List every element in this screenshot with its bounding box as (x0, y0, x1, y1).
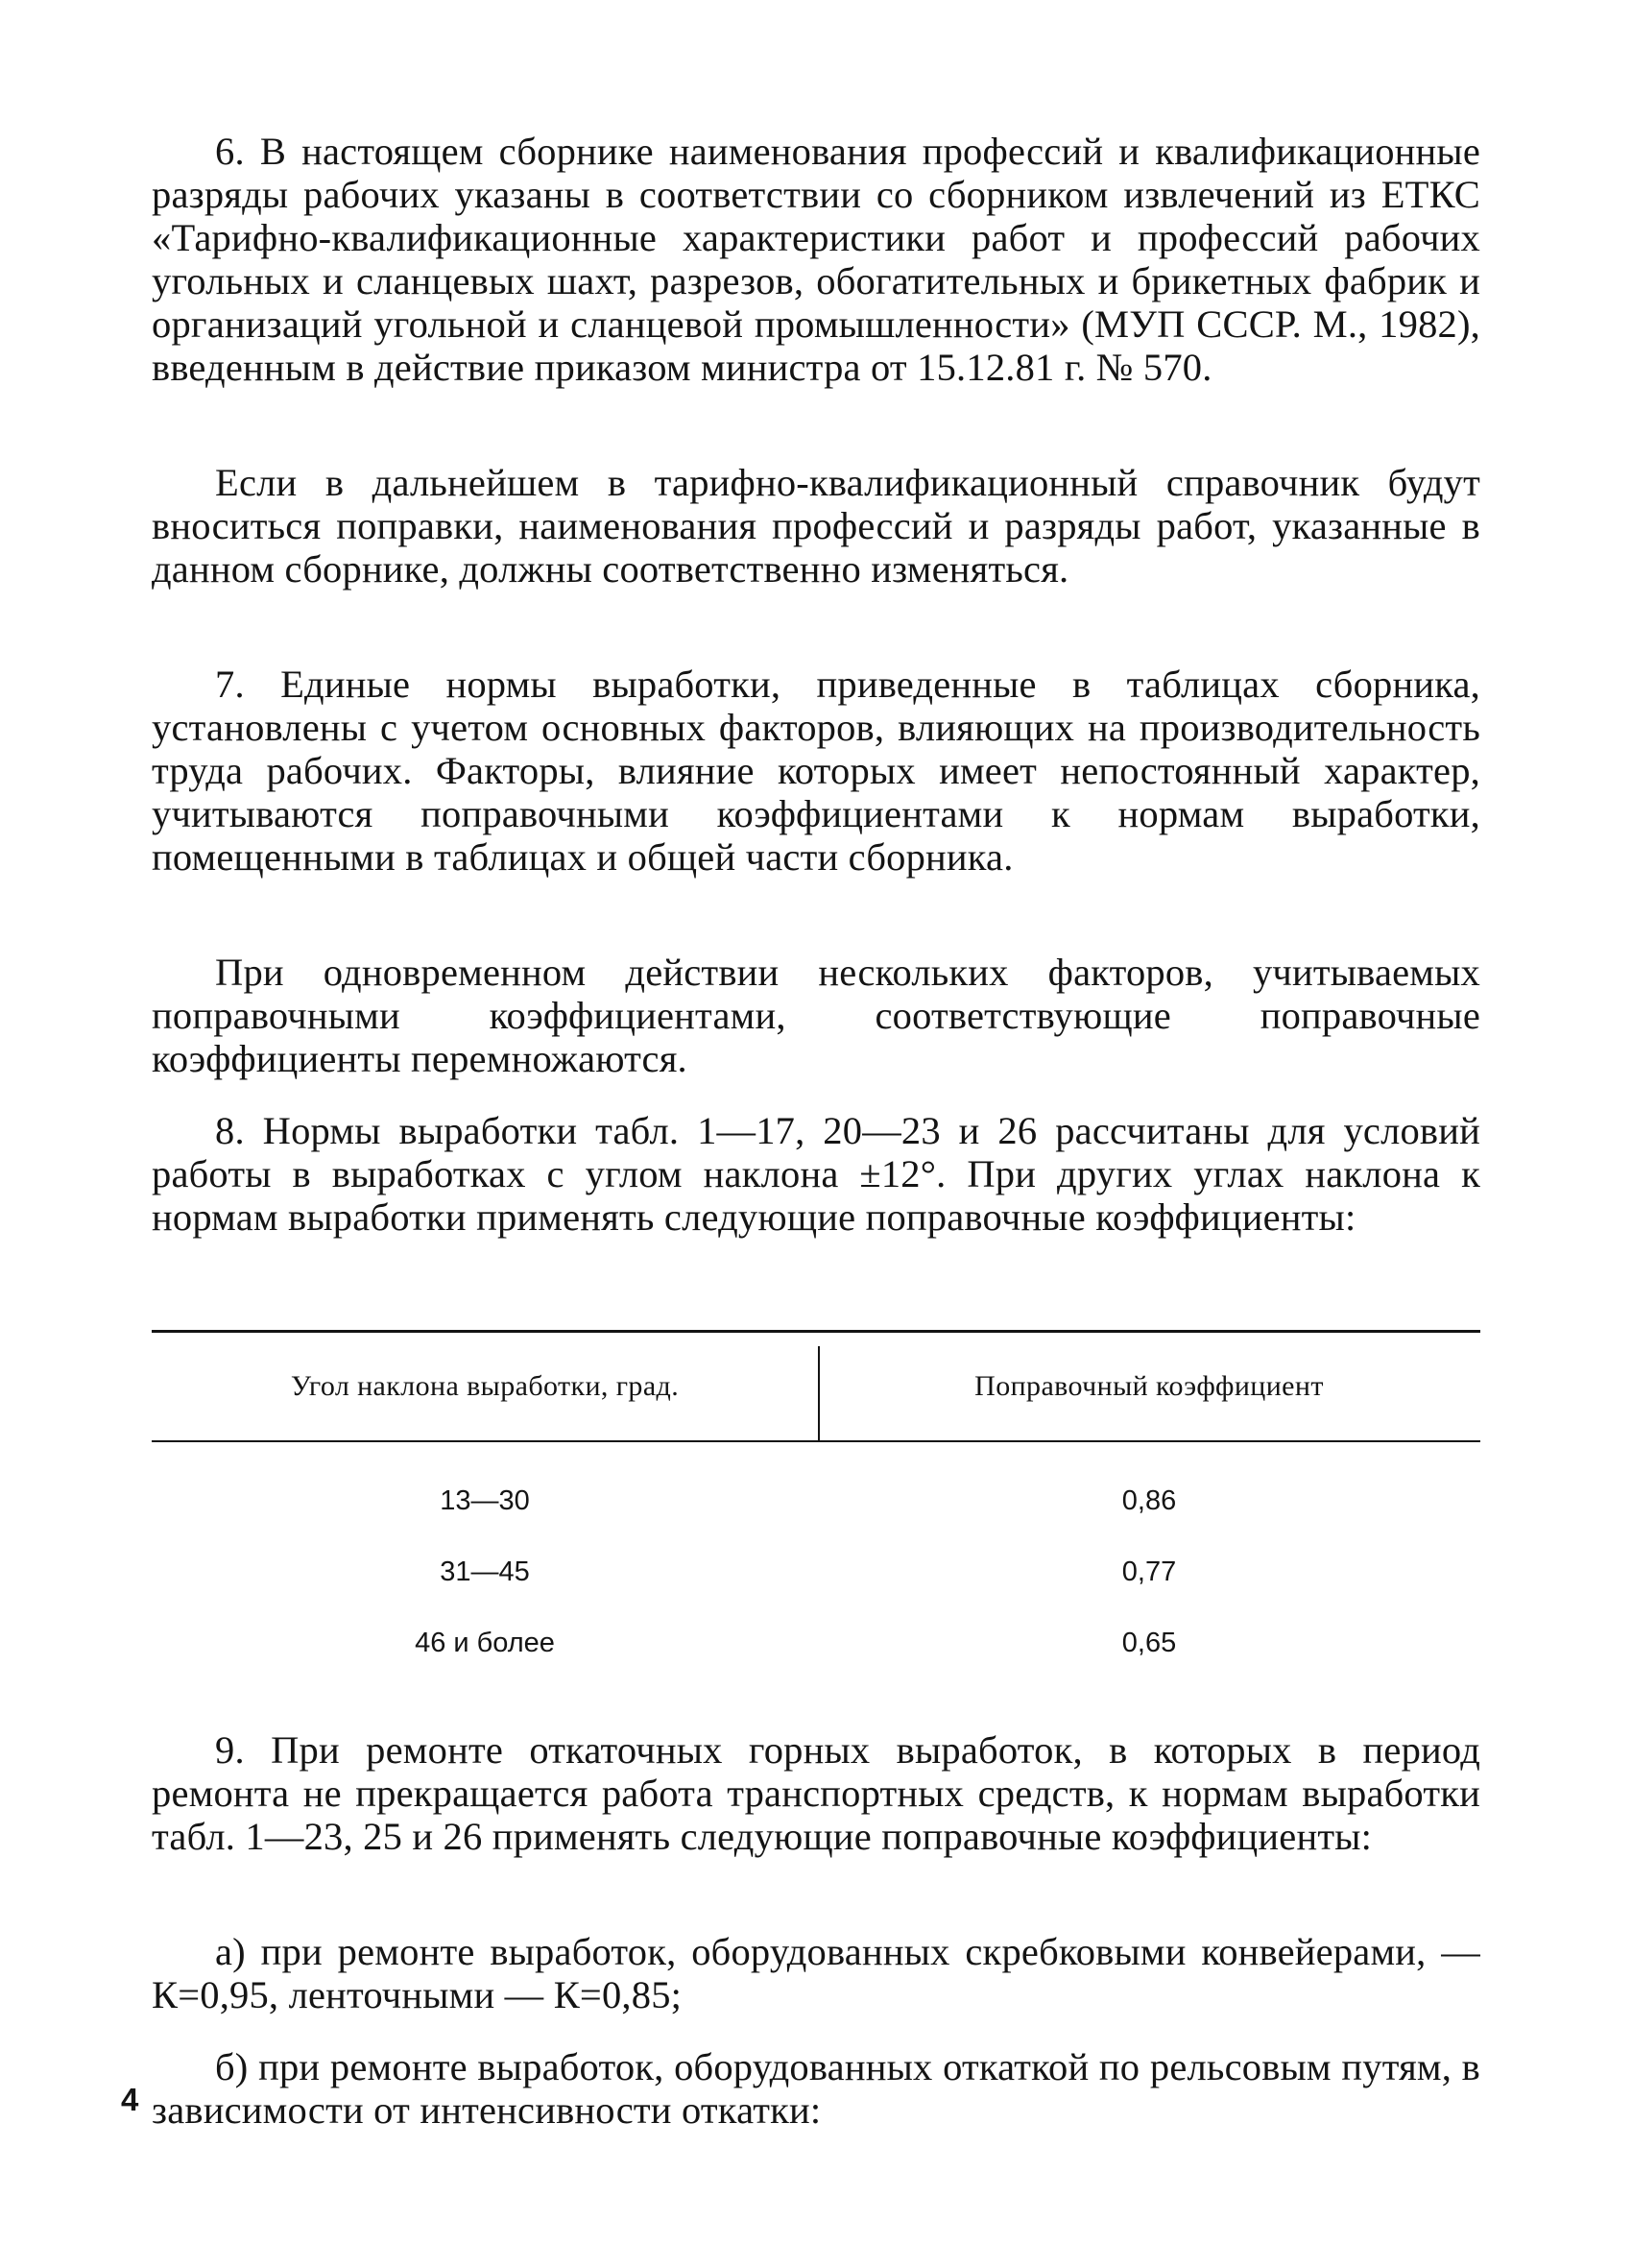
table-cell-angle: 46 и более (415, 1627, 555, 1658)
table-cell-angle: 13—30 (440, 1484, 530, 1516)
table-body (152, 1442, 1480, 1678)
table-cell-coefficient: 0,65 (1121, 1627, 1177, 1658)
paragraph-8: 8. Нормы выработки табл. 1—17, 20—23 и 26 рассчитаны для условий работы в выработках с углом наклона ±12°. При других углах наклона к нормам выработки применять следующие поправочные коэффициенты: (152, 1109, 1480, 1239)
table-cell-coefficient: 0,77 (1121, 1556, 1177, 1587)
paragraph-6-continued: Если в дальнейшем в тарифно-квалификационный справочник будут вноситься поправки, наименования профессий и разряды работ, указанные в данном сборнике, должны соответственно изменяться. (152, 461, 1480, 591)
paragraph-9b: б) при ремонте выработок, оборудованных откаткой по рельсовым путям, в зависимости от интенсивности откатки: (152, 2045, 1480, 2132)
paragraph-7: 7. Единые нормы выработки, приведенные в таблицах сборника, установлены с учетом основных факторов, влияющих на производительность труда рабочих. Факторы, влияние которых имеет непостоянный характер, учитываются поправочными коэффициентами к нормам выработки, помещенными в таблицах и общей части сборника. (152, 663, 1480, 879)
table-cell-angle: 31—45 (440, 1556, 530, 1587)
paragraph-9a: а) при ремонте выработок, оборудованных скребковыми конвейерами, — К=0,95, ленточными — К=0,85; (152, 1930, 1480, 2016)
page-number: 4 (121, 2082, 139, 2117)
paragraph-6: 6. В настоящем сборнике наименования профессий и квалификационные разряды рабочих указаны в соответствии со сборником извлечений из ЕТКС «Тарифно-квалификационные характеристики работ и профессий рабочих угольных и сланцевых шахт, разрезов, обогатительных и брикетных фабрик и организаций угольной и сланцевой промышленности» (МУП СССР. М., 1982), введенным в действие приказом министра от 15.12.81 г. № 570. (152, 130, 1480, 389)
table-row (152, 1607, 1480, 1678)
correction-coefficient-table (152, 1330, 1480, 1678)
table-header-divider (818, 1346, 820, 1440)
page-content (152, 130, 1480, 2132)
table-header-angle: Угол наклона выработки, град. (290, 1370, 680, 1402)
table-cell-coefficient: 0,86 (1121, 1484, 1177, 1516)
table-row (152, 1465, 1480, 1536)
table-header (152, 1333, 1480, 1440)
table-header-coefficient: Поправочный коэффициент (974, 1370, 1324, 1402)
table-row (152, 1536, 1480, 1607)
paragraph-7-continued: При одновременном действии нескольких факторов, учитываемых поправочными коэффициентами, соответствующие поправочные коэффициенты перемножаются. (152, 951, 1480, 1080)
paragraph-9: 9. При ремонте откаточных горных выработок, в которых в период ремонта не прекращается работа транспортных средств, к нормам выработки табл. 1—23, 25 и 26 применять следующие поправочные коэффициенты: (152, 1728, 1480, 1858)
